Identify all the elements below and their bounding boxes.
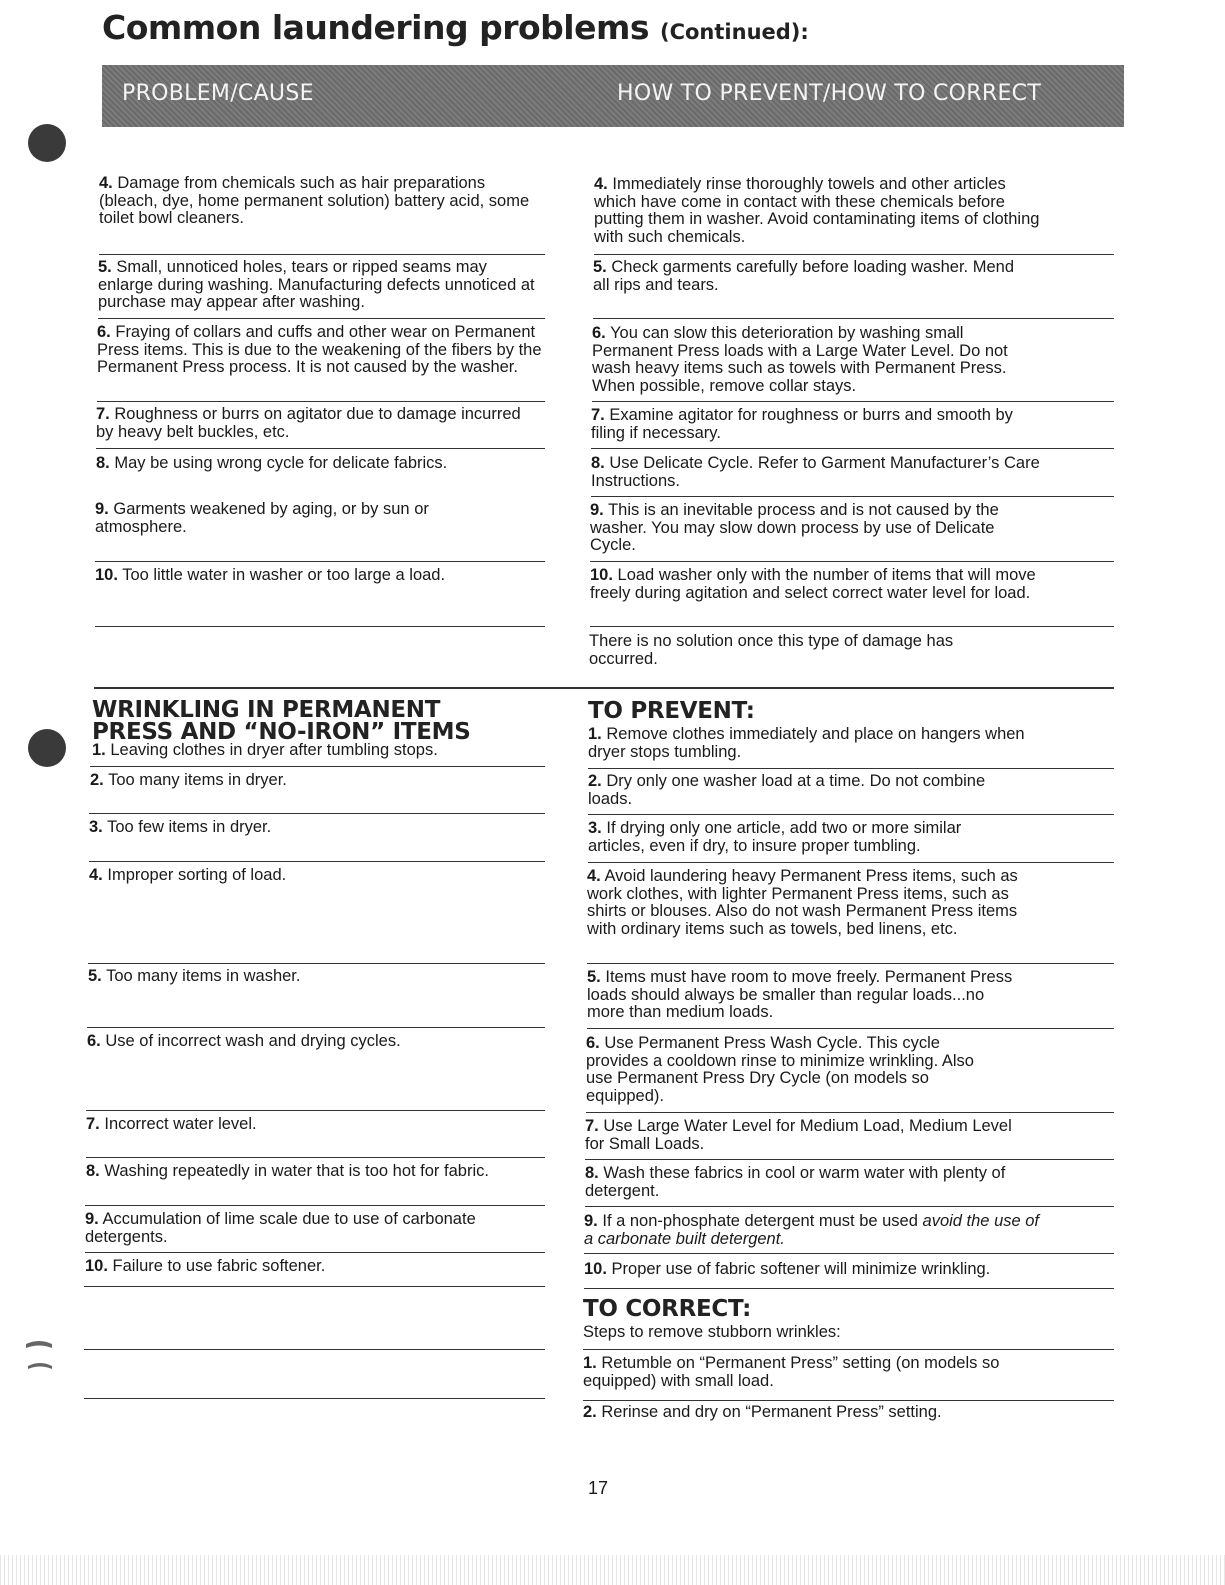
table-row: 5. Small, unnoticed holes, tears or ripped seams may enlarge during washing. Manufacturing defects unnoticed at purchase may appear after washing.	[98, 258, 535, 311]
table-row: 9. If a non-phosphate detergent must be used avoid the use of a carbonate built detergent.	[584, 1212, 1040, 1248]
table-row: 10. Failure to use fabric softener.	[85, 1257, 326, 1275]
to-correct-heading: TO CORRECT:	[583, 1296, 752, 1322]
table-row: 6. Use of incorrect wash and drying cycles.	[87, 1032, 401, 1050]
table-row: 4. Immediately rinse thoroughly towels and other articles which have come in contact with these chemicals before putting them in washer. Avoid contaminating items of clothing with such chemicals.	[594, 175, 1040, 246]
correct-step: 1. Retumble on “Permanent Press” setting (on models so equipped) with small load.	[583, 1354, 1000, 1390]
header-prevent-correct: HOW TO PREVENT/HOW TO CORRECT	[617, 81, 1042, 106]
table-row: 2. Dry only one washer load at a time. Do not combine loads.	[588, 772, 986, 808]
table-row: 4. Damage from chemicals such as hair preparations (bleach, dye, home permanent solution) battery acid, some toilet bowl cleaners.	[99, 174, 530, 227]
table-row: 9. Garments weakened by aging, or by sun or atmosphere.	[95, 500, 429, 536]
to-correct-intro: Steps to remove stubborn wrinkles:	[583, 1323, 841, 1341]
table-row: 6. Fraying of collars and cuffs and other wear on Permanent Press items. This is due to the weakening of the fibers by the Permanent Press process. It is not caused by the washer.	[97, 323, 542, 376]
correct-step: 2. Rerinse and dry on “Permanent Press” setting.	[583, 1403, 942, 1421]
table-row: 6. You can slow this deterioration by washing small Permanent Press loads with a Large Water Level. Do not wash heavy items such as towels with Permanent Press. When possible, remove collar stays.	[592, 324, 1008, 395]
table-row: 9. Accumulation of lime scale due to use of carbonate detergents.	[85, 1210, 476, 1246]
table-row: 3. Too few items in dryer.	[89, 818, 272, 836]
wrinkling-heading: WRINKLING IN PERMANENT PRESS AND “NO-IRON” ITEMS	[92, 697, 471, 745]
table-row: 5. Items must have room to move freely. Permanent Press loads should always be smaller than regular loads...no more than medium loads.	[587, 968, 1013, 1021]
table-row: 8. May be using wrong cycle for delicate fabrics.	[96, 454, 448, 472]
table-row: 8. Use Delicate Cycle. Refer to Garment Manufacturer’s Care Instructions.	[591, 454, 1040, 490]
header-problem-cause: PROBLEM/CAUSE	[122, 81, 314, 106]
binder-hole-icon	[28, 124, 66, 162]
no-solution-note: There is no solution once this type of damage has occurred.	[589, 632, 954, 668]
table-row: 10. Proper use of fabric softener will minimize wrinkling.	[584, 1260, 991, 1278]
table-row: 3. If drying only one article, add two or more similar articles, even if dry, to insure proper tumbling.	[588, 819, 962, 855]
table-row: 10. Too little water in washer or too large a load.	[95, 566, 446, 584]
column-header-bar	[102, 65, 1124, 127]
table-row: 8. Wash these fabrics in cool or warm water with plenty of detergent.	[585, 1164, 1006, 1200]
table-row: 7. Examine agitator for roughness or burrs and smooth by filing if necessary.	[591, 406, 1013, 442]
table-row: 2. Too many items in dryer.	[90, 771, 287, 789]
table-row: 9. This is an inevitable process and is not caused by the washer. You may slow down process by use of Delicate Cycle.	[590, 501, 999, 554]
table-row: 5. Check garments carefully before loading washer. Mend all rips and tears.	[593, 258, 1014, 294]
table-row: 7. Incorrect water level.	[86, 1115, 257, 1133]
table-row: 1. Remove clothes immediately and place on hangers when dryer stops tumbling.	[588, 725, 1025, 761]
page-number: 17	[588, 1478, 609, 1498]
table-row: 7. Roughness or burrs on agitator due to damage incurred by heavy belt buckles, etc.	[96, 405, 521, 441]
page-title: Common laundering problems (Continued):	[102, 8, 809, 47]
table-row: 7. Use Large Water Level for Medium Load, Medium Level for Small Loads.	[585, 1117, 1012, 1153]
table-row: 5. Too many items in washer.	[88, 967, 301, 985]
table-row: 4. Improper sorting of load.	[89, 866, 287, 884]
binder-hole-icon	[28, 729, 66, 767]
table-row: 4. Avoid laundering heavy Permanent Press items, such as work clothes, with lighter Permanent Press items, such as shirts or blouses. Also do not wash Permanent Press items with ordinary items such as towels, bed linens, etc.	[587, 867, 1018, 938]
table-row: 6. Use Permanent Press Wash Cycle. This cycle provides a cooldown rinse to minimize wrinkling. Also use Permanent Press Dry Cycle (on models so equipped).	[586, 1034, 974, 1105]
scan-clip-icon	[22, 1336, 56, 1376]
table-row: 1. Leaving clothes in dryer after tumbling stops.	[92, 741, 438, 759]
title-continued: (Continued):	[660, 20, 809, 44]
to-prevent-heading: TO PREVENT:	[588, 698, 755, 724]
table-row: 8. Washing repeatedly in water that is too hot for fabric.	[86, 1162, 489, 1180]
table-row: 10. Load washer only with the number of items that will move freely during agitation and select correct water level for load.	[590, 566, 1036, 602]
scan-noise	[0, 1555, 1225, 1585]
